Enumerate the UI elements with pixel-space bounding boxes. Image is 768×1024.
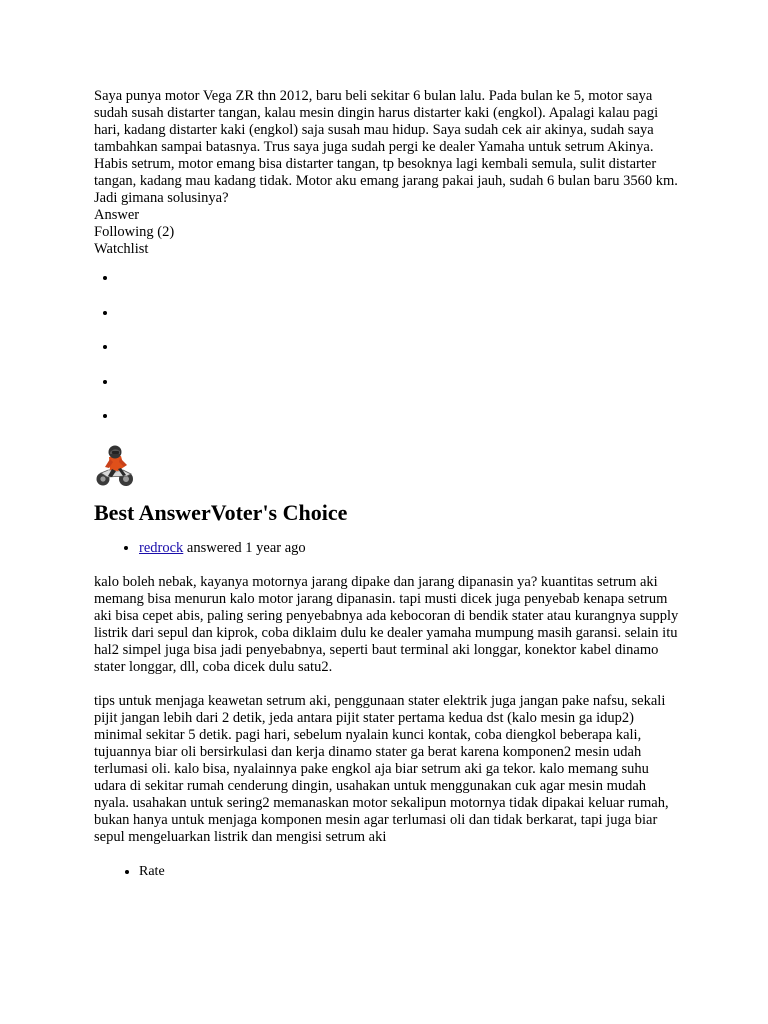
page-content bbox=[94, 88, 684, 880]
list-item[interactable] bbox=[118, 408, 684, 443]
answered-time: answered 1 year ago bbox=[183, 539, 306, 556]
list-item[interactable] bbox=[118, 270, 684, 305]
rate-button[interactable]: • Rate bbox=[139, 863, 684, 880]
answer-body bbox=[94, 574, 684, 846]
list-item[interactable] bbox=[118, 305, 684, 340]
best-answer-heading: Best AnswerVoter's Choice bbox=[94, 499, 348, 525]
list-item[interactable] bbox=[118, 374, 684, 409]
question-actions bbox=[94, 207, 684, 258]
following-link[interactable]: Following (2) bbox=[94, 224, 175, 240]
answer-meta bbox=[94, 540, 684, 557]
watchlist-link[interactable]: Watchlist bbox=[94, 241, 149, 257]
motorcycle-rider-avatar-icon bbox=[93, 443, 139, 489]
question-text: Saya punya motor Vega ZR thn 2012, baru beli sekitar 6 bulan lalu. Pada bulan ke 5, motor saya sudah susah distarter tangan, kalau mesin dingin harus distarter kaki (engkol). Apalagi kalau pagi hari, kadang distarter kaki (engkol) saja susah mau hidup. Saya sudah cek air akinya, sudah saya tambahkan sampai batasnya. Trus saya juga sudah pergi ke dealer Yamaha untuk setrum Akinya. Habis setrum, motor emang bisa distarter tangan, tp besoknya lagi kembali semula, sulit distarter tangan, kadang mau kadang tidak. Motor aku emang jarang pakai jauh, sudah 6 bulan baru 3560 km. Jadi gimana solusinya? bbox=[94, 88, 678, 206]
answer-link[interactable]: Answer bbox=[94, 207, 140, 223]
empty-action-list bbox=[94, 270, 684, 443]
rate-list bbox=[94, 863, 684, 880]
author-link[interactable]: redrock bbox=[139, 539, 184, 556]
answer-paragraph-2: tips untuk menjaga keawetan setrum aki, penggunaan stater elektrik juga jangan pake nafsu, sekali pijit jangan lebih dari 2 detik, jeda antara pijit stater pertama kedua dst (kalo mesin ga idup2) minimal sekitar 5 detik. pagi hari, sebelum nyalain kunci kontak, coba diengkol beberapa kali, tujuannya biar oli bersirkulasi dan kerja dinamo stater ga berat karena komponen2 mesin udah terlumasi oli. kalo bisa, nyalainnya pake engkol aja biar setrum aki ga tekor. kalo memang suhu udara di sekitar rumah cenderung dingin, usahakan untuk menggunakan cuk agar mesin mudah nyala. usahakan untuk sering2 memanaskan motor sekalipun motornya tidak dipakai keluar rumah, bukan hanya untuk menjaga komponen mesin agar terlumasi oli dan tidak berkarat, tapi juga biar sepul mengeluarkan listrik dan mengisi setrum aki bbox=[94, 692, 669, 845]
answer-meta-item bbox=[139, 540, 684, 557]
list-item[interactable] bbox=[118, 339, 684, 374]
answer-paragraph-1: kalo boleh nebak, kayanya motornya jarang dipake dan jarang dipanasin ya? kuantitas setrum aki memang bisa menurun kalo motor jarang dipanasin. tapi musti dicek juga penyebab kenapa setrum aki bisa cepet abis, paling sering penyebabnya ada kebocoran di bendik stater atau kurangnya supply listrik dari sepul dan kiprok, coba diklaim dulu ke dealer yamaha mumpung masih garansi. selain itu hal2 simpel juga bisa jadi penyebabnya, seperti baut terminal aki longgar, konektor kabel dinamo stater longgar, dll, coba dicek dulu satu2. bbox=[94, 573, 679, 675]
